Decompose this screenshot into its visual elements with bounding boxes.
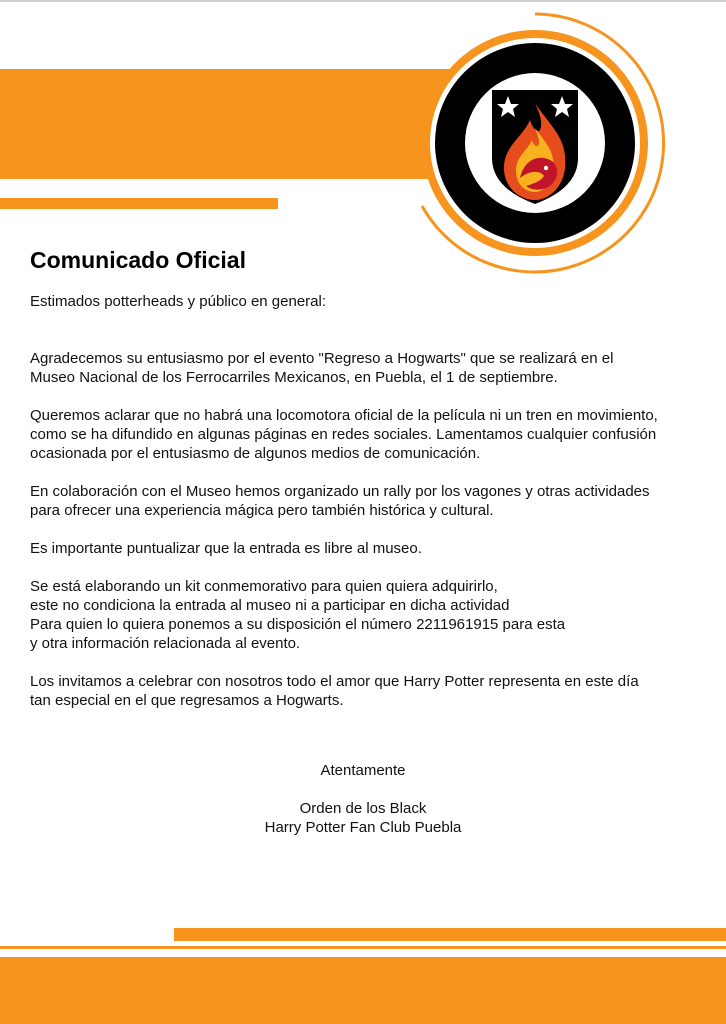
letter-body <box>30 292 710 729</box>
paragraph-line: Es importante puntualizar que la entrada es libre al museo. <box>30 540 422 557</box>
closing <box>0 761 726 780</box>
paragraph-line: Los invitamos a celebrar con nosotros todo el amor que Harry Potter representa en este día <box>30 673 639 690</box>
paragraph-line: y otra información relacionada al evento. <box>30 635 301 652</box>
phoenix-eye <box>544 166 548 170</box>
top-rule <box>0 0 726 2</box>
paragraph <box>30 406 710 463</box>
emblem <box>400 8 670 278</box>
footer-rule <box>0 946 726 949</box>
paragraph-line: como se ha difundido en algunas páginas en redes sociales. Lamentamos cualquier confusión <box>30 426 657 443</box>
paragraph-line: este no condiciona la entrada al museo ni a participar en dicha actividad <box>30 597 510 614</box>
paragraph <box>30 539 710 558</box>
paragraph-line: ocasionada por el entusiasmo de algunos medios de comunicación. <box>30 445 481 462</box>
paragraph-line: En colaboración con el Museo hemos organizado un rally por los vagones y otras actividades <box>30 483 650 500</box>
greeting: Estimados potterheads y público en general: <box>30 293 327 310</box>
paragraph-line: Para quien lo quiera ponemos a su disposición el número 2211961915 para esta <box>30 616 566 633</box>
header-stripe <box>0 198 278 209</box>
paragraph <box>30 349 710 387</box>
paragraph-line: para ofrecer una experiencia mágica pero también histórica y cultural. <box>30 502 494 519</box>
footer-stripe <box>174 928 726 941</box>
signature <box>0 799 726 837</box>
paragraph-line: Se está elaborando un kit conmemorativo para quien quiera adquirirlo, <box>30 578 498 595</box>
paragraph-line: tan especial en el que regresamos a Hogwarts. <box>30 692 344 709</box>
paragraph-line: Agradecemos su entusiasmo por el evento "Regreso a Hogwarts" que se realizará en el <box>30 350 614 367</box>
paragraph <box>30 577 710 653</box>
signature-line: Orden de los Black <box>299 800 427 817</box>
closing-text: Atentamente <box>320 762 406 779</box>
paragraph-line: Museo Nacional de los Ferrocarriles Mexicanos, en Puebla, el 1 de septiembre. <box>30 369 558 386</box>
paragraph-line: Queremos aclarar que no habrá una locomotora oficial de la película ni un tren en movimiento, <box>30 407 658 424</box>
paragraph <box>30 482 710 520</box>
footer-band <box>0 957 726 1024</box>
page-title: Comunicado Oficial <box>30 247 246 273</box>
signature-line: Harry Potter Fan Club Puebla <box>264 819 462 836</box>
paragraph <box>30 672 710 710</box>
